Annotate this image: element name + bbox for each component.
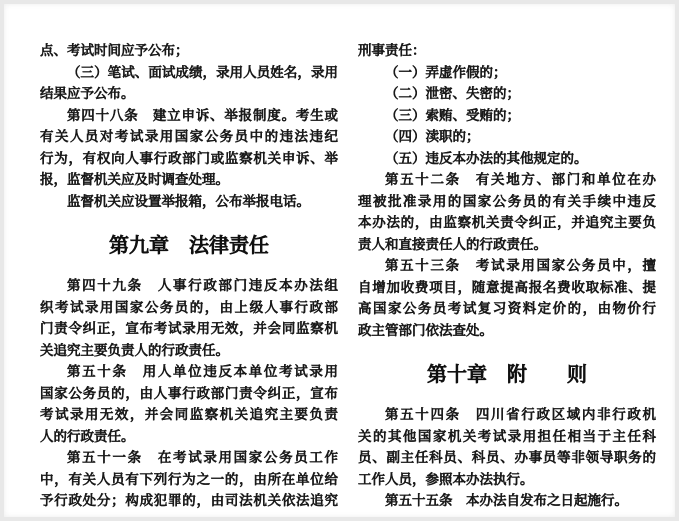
text-line [40, 404, 338, 426]
text-line [40, 490, 338, 512]
text-line [40, 83, 338, 105]
line-text: 考试录用国家公务员中，擅 [460, 258, 657, 273]
line-text: 用人单位违反本单位考试录用 [127, 364, 339, 379]
line-text: 政主管部门依法查处。 [358, 322, 493, 338]
left-column [40, 40, 338, 512]
text-line [40, 447, 338, 469]
line-text: 建立申诉、举报制度。考生或 [138, 107, 339, 123]
text-line [358, 447, 656, 469]
text-line [358, 234, 656, 256]
line-text: （一）弄虚作假的； [385, 64, 507, 80]
line-text: 刑事责任： [358, 43, 426, 58]
line-text: （五）违反本办法的其他规定的。 [385, 150, 588, 166]
text-line [358, 40, 656, 62]
article-number: 第四十九条 [67, 278, 143, 293]
text-line [358, 490, 656, 512]
line-text: 人事行政部门违反本办法组 [142, 278, 339, 293]
article-number: 第五十条 [67, 364, 128, 379]
line-text: 有关地方、部门和单位在办 [460, 172, 657, 187]
text-line [358, 277, 656, 299]
line-text: （三）笔试、面试成绩，录用人员姓名，录用 [67, 64, 338, 80]
line-text: 工作人员，参照本办法执行。 [358, 471, 534, 487]
line-text: 行为，有权向人事行政部门或监察机关申诉、举 [40, 150, 338, 166]
line-text: 织考试录用国家公务员的，由上级人事行政部 [40, 299, 338, 315]
line-text: 理被批准录用的国家公务员的有关手续中违反 [358, 193, 656, 209]
line-text: 自增加收费项目，随意提高报名费收取标准、提 [358, 279, 656, 295]
line-text: 员、副主任科员、科员、办事员等非领导职务的 [358, 450, 656, 465]
line-text: 国家公务员的，由人事行政部门责令纠正，宣布 [40, 385, 338, 401]
right-column [358, 40, 656, 512]
text-line [40, 126, 338, 148]
line-text: 结果应予公布。 [40, 86, 135, 101]
text-line [40, 318, 338, 340]
line-text: 四川省行政区域内非行政机 [460, 407, 657, 422]
text-line [40, 426, 338, 448]
line-text: （二）泄密、失密的； [385, 86, 520, 101]
text-line [358, 212, 656, 234]
line-text: 高国家公务员考试复习资料定价的，由物价行 [358, 301, 656, 316]
text-line [358, 148, 656, 170]
text-line [358, 320, 656, 342]
text-line [358, 255, 656, 277]
line-text: （四）渎职的； [385, 129, 480, 144]
article-number: 第五十五条 [385, 493, 453, 508]
text-line [40, 40, 338, 62]
text-line [40, 62, 338, 84]
line-text: 报，监督机关应及时调查处理。 [40, 172, 229, 187]
text-line [40, 340, 338, 362]
line-text: （三）索贿、受贿的； [385, 107, 520, 123]
text-line [358, 191, 656, 213]
line-text: 门责令纠正，宣布考试录用无效，并会同监察机 [40, 321, 338, 336]
article-number: 第五十二条 [385, 172, 461, 187]
chapter-heading: 第十章 附 则 [427, 364, 587, 386]
line-text: 人的行政责任。 [40, 428, 135, 444]
chapter-heading: 第九章 法律责任 [109, 235, 269, 257]
text-line [40, 469, 338, 491]
article-number: 第五十三条 [385, 258, 461, 273]
text-line [40, 361, 338, 383]
article-number: 第四十八条 [67, 107, 139, 123]
text-line [358, 105, 656, 127]
text-line [40, 105, 338, 127]
text-line [40, 383, 338, 405]
line-text: 有关人员对考试录用国家公务员中的违法违纪 [40, 129, 338, 144]
text-line [40, 297, 338, 319]
text-line [358, 426, 656, 448]
line-text: 关追究主要负责人的行政责任。 [40, 342, 229, 358]
scanned-page [4, 4, 675, 517]
line-text: 予行政处分；构成犯罪的，由司法机关依法追究 [40, 493, 338, 508]
line-text: 关的其他国家机关考试录用担任相当于主任科 [358, 428, 656, 444]
text-line [358, 126, 656, 148]
article-number: 第五十四条 [385, 407, 461, 422]
line-text: 责人和直接责任人的行政责任。 [358, 236, 547, 252]
text-line [40, 191, 338, 213]
text-line [40, 275, 338, 297]
text-line [40, 169, 338, 191]
line-text: 本办法的，由监察机关责令纠正，并追究主要负 [358, 215, 656, 230]
text-line [40, 148, 338, 170]
text-line [358, 62, 656, 84]
line-text: 中，有关人员有下列行为之一的，由所在单位给 [40, 471, 338, 487]
text-line [358, 469, 656, 491]
line-text: 考试录用无效，并会同监察机关追究主要负责 [40, 407, 338, 422]
text-line [358, 298, 656, 320]
text-line [358, 83, 656, 105]
text-line [358, 404, 656, 426]
line-text: 点、考试时间应予公布； [40, 43, 189, 58]
article-number: 第五十一条 [67, 450, 143, 465]
text-line [358, 169, 656, 191]
line-text: 监督机关应设置举报箱，公布举报电话。 [67, 193, 310, 209]
line-text: 在考试录用国家公务员工作 [142, 450, 339, 465]
line-text: 本办法自发布之日起施行。 [452, 493, 628, 508]
